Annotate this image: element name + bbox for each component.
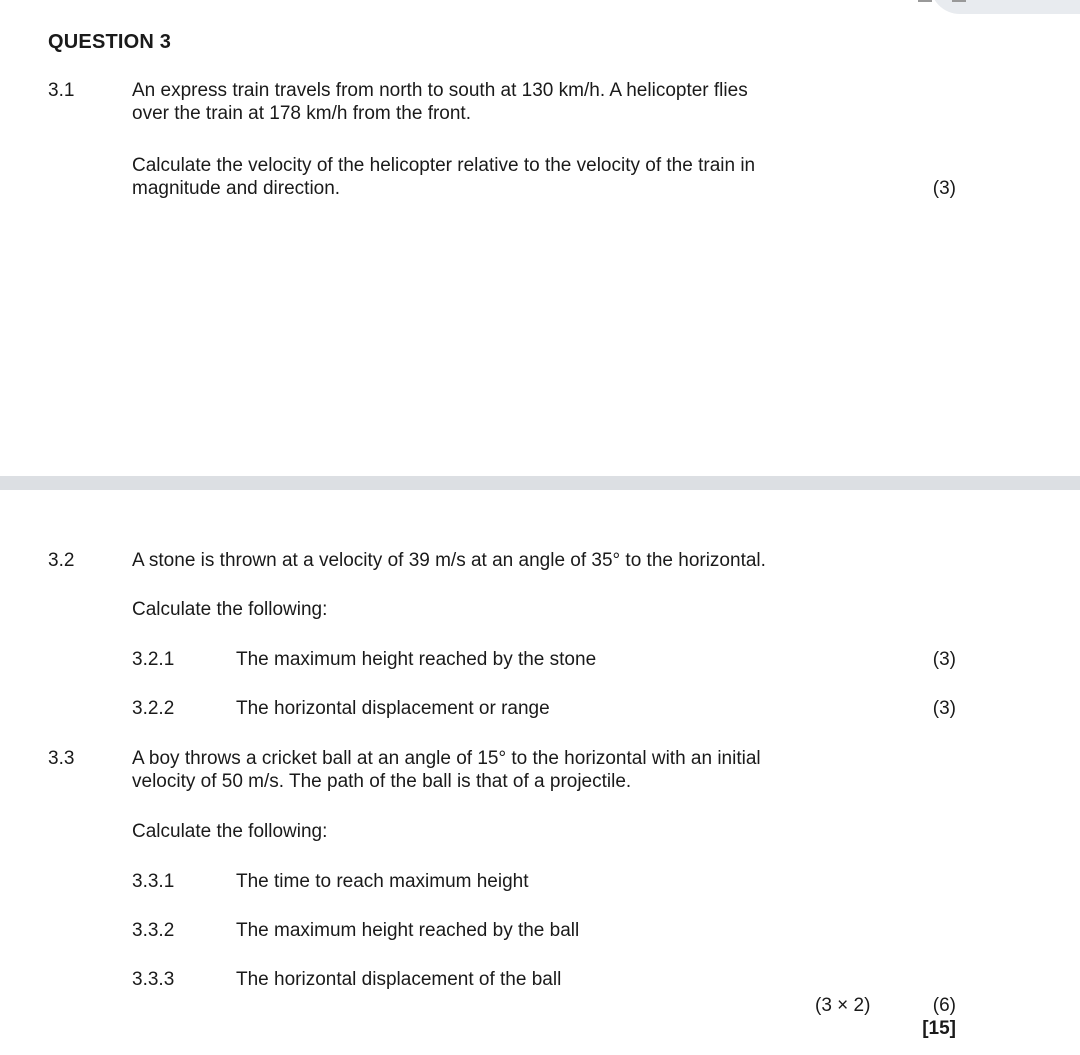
q332-text: The maximum height reached by the ball <box>236 920 580 941</box>
q332-number: 3.3.2 <box>132 920 175 941</box>
q333-number: 3.3.3 <box>132 969 175 990</box>
q31-instruction <box>132 154 878 200</box>
q33-marks: (6) <box>932 995 956 1016</box>
q33-total: [15] <box>922 1018 956 1039</box>
question-heading: QUESTION 3 <box>48 31 172 53</box>
top-edge-marks <box>918 0 968 3</box>
q31-number: 3.1 <box>48 80 75 101</box>
q31-text <box>132 79 878 125</box>
q333-text: The horizontal displacement of the ball <box>236 969 562 990</box>
q321-marks: (3) <box>932 649 956 670</box>
q33-line1: A boy throws a cricket ball at an angle of 15° to the horizontal with an initial <box>132 748 761 769</box>
q331-number: 3.3.1 <box>132 871 175 892</box>
q33-instruction: Calculate the following: <box>132 821 328 842</box>
q32-number: 3.2 <box>48 550 75 571</box>
q31-marks: (3) <box>932 178 956 199</box>
q32-text: A stone is thrown at a velocity of 39 m/s at an angle of 35° to the horizontal. <box>132 550 766 571</box>
q33-text <box>132 747 878 793</box>
q331-text: The time to reach maximum height <box>236 871 529 892</box>
q321-number: 3.2.1 <box>132 649 175 670</box>
q31-line2: over the train at 178 km/h from the front. <box>132 103 471 124</box>
q31-line1: An express train travels from north to south at 130 km/h. A helicopter flies <box>132 80 748 101</box>
page-break-divider <box>0 476 1080 490</box>
q321-text: The maximum height reached by the stone <box>236 649 597 670</box>
q322-marks: (3) <box>932 698 956 719</box>
q31-instr-line2: magnitude and direction. <box>132 178 341 199</box>
q33-multiplier: (3 × 2) <box>815 995 871 1016</box>
q33-number: 3.3 <box>48 748 75 769</box>
q31-instr-line1: Calculate the velocity of the helicopter relative to the velocity of the train in <box>132 155 756 176</box>
q322-text: The horizontal displacement or range <box>236 698 550 719</box>
q322-number: 3.2.2 <box>132 698 175 719</box>
q33-line2: velocity of 50 m/s. The path of the ball is that of a projectile. <box>132 771 632 792</box>
q32-instruction: Calculate the following: <box>132 599 328 620</box>
